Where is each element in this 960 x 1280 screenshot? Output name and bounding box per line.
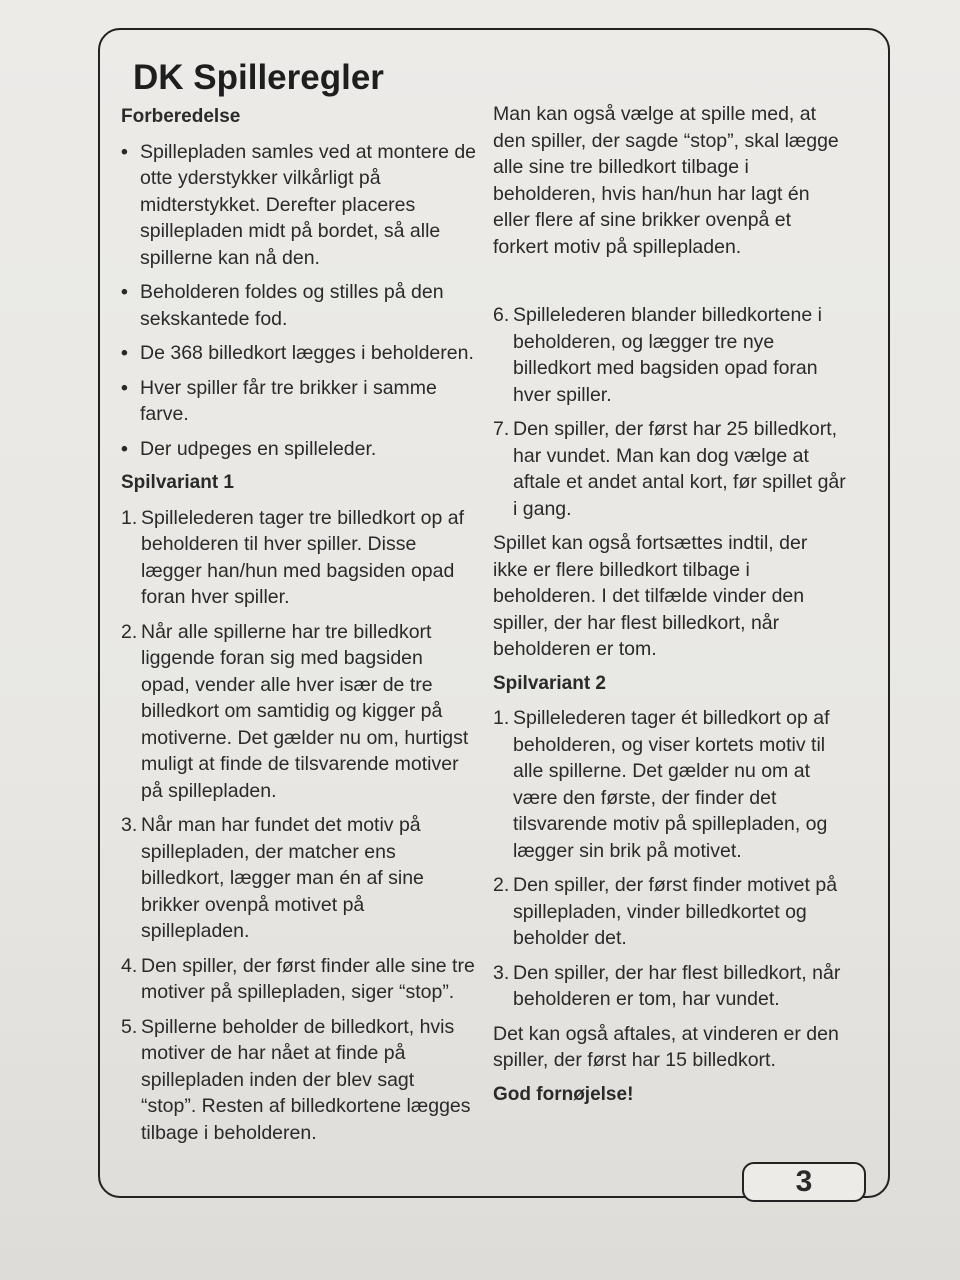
list-item	[121, 375, 501, 428]
text-line: Man kan også vælge at spille med, at	[493, 103, 817, 125]
text-line: spillepladen, vinder billedkortet og	[513, 900, 807, 923]
text-line: tilbage i beholderen.	[141, 1121, 317, 1144]
text-body	[140, 279, 444, 332]
page-number: 3	[742, 1162, 866, 1202]
list-number: 5.	[121, 1015, 138, 1038]
text-line: ikke er flere billedkort tilbage i	[493, 558, 750, 581]
text-line: farve.	[140, 403, 189, 425]
text-line: Den spiller, der først finder alle sine tre	[141, 954, 475, 977]
text-line: spillerne kan nå den.	[140, 246, 320, 269]
list-item	[121, 953, 501, 1006]
list-item	[121, 619, 501, 805]
text-body	[493, 101, 873, 260]
text-body	[513, 416, 846, 522]
text-line: muligt at finde de tilsvarende motiver	[141, 753, 459, 775]
text-line: Når alle spillerne har tre billedkort	[141, 620, 432, 643]
text-body	[141, 619, 468, 805]
text-body	[513, 302, 822, 408]
paragraph	[493, 530, 873, 663]
text-line: alle sine tre billedkort tilbage i	[493, 156, 749, 178]
bullet-marker: •	[121, 140, 128, 163]
text-body	[493, 671, 873, 698]
text-body	[141, 812, 424, 945]
text-line: Spillepladen samles ved at montere de	[140, 140, 477, 163]
section-heading	[121, 470, 501, 497]
page-title: DK Spilleregler	[133, 58, 384, 97]
bullet-marker: •	[121, 437, 128, 460]
text-line: liggende foran sig med bagsiden	[141, 647, 423, 669]
text-line: Den spiller, der har flest billedkort, når	[513, 961, 841, 984]
text-line: billedkort om samtidig og kigger på	[141, 700, 443, 722]
text-body	[140, 375, 437, 428]
text-body	[121, 470, 501, 497]
list-item	[121, 812, 501, 945]
list-item	[493, 960, 873, 1013]
list-number: 3.	[493, 961, 510, 984]
text-line: beholderen er tom.	[493, 638, 657, 660]
list-item	[121, 436, 501, 463]
text-line: spillepladen inden der blev sagt	[141, 1068, 415, 1091]
text-line: beholderen, og viser kortets motiv til	[513, 733, 826, 756]
text-line: motiverne. Det gælder nu om, hurtigst	[141, 726, 469, 749]
text-body	[493, 1082, 873, 1109]
list-item	[121, 505, 501, 611]
text-line: brikker ovenpå motivet på	[141, 893, 365, 916]
text-line: alle spillerne. Det gælder nu om at	[513, 760, 810, 782]
text-line: beholder det.	[513, 927, 627, 949]
text-line: beholderen, hvis han/hun har lagt én	[493, 182, 810, 205]
text-line: spiller, der først har 15 billedkort.	[493, 1049, 776, 1071]
text-line: hver spiller.	[513, 383, 612, 406]
bullet-marker: •	[121, 342, 128, 364]
list-item	[493, 416, 873, 522]
text-line: i gang.	[513, 497, 572, 520]
list-item	[493, 302, 873, 408]
text-line: Beholderen foldes og stilles på den	[140, 281, 444, 303]
text-line: Den spiller, der først har 25 billedkort,	[513, 418, 838, 440]
text-line: Hver spiller får tre brikker i samme	[140, 376, 437, 399]
list-item	[493, 872, 873, 952]
text-line: De 368 billedkort lægges i beholderen.	[140, 342, 474, 364]
text-body	[121, 104, 501, 131]
text-line: aftale et andet antal kort, før spillet går	[513, 471, 846, 493]
list-item	[121, 279, 501, 332]
bullet-marker: •	[121, 376, 128, 399]
list-number: 2.	[121, 620, 138, 643]
text-line: Der udpeges en spilleleder.	[140, 437, 377, 460]
list-item	[121, 1014, 501, 1147]
text-body	[140, 436, 376, 463]
text-body	[513, 872, 837, 952]
text-line: beholderen, og lægger tre nye	[513, 330, 775, 353]
text-line: sekskantede fod.	[140, 307, 288, 330]
list-number: 6.	[493, 304, 510, 326]
text-body	[141, 505, 464, 611]
section-heading	[493, 671, 873, 698]
text-line: Spillelederen tager ét billedkort op af	[513, 707, 830, 729]
text-body	[493, 1021, 873, 1074]
text-body	[140, 139, 476, 272]
text-line: Forberedelse	[121, 106, 241, 127]
list-item	[493, 705, 873, 864]
text-line: beholderen. I det tilfælde vinder den	[493, 585, 805, 607]
right-column	[493, 101, 873, 1116]
text-line: den spiller, der sagde “stop”, skal lægge	[493, 129, 839, 152]
text-line: otte yderstykker vilkårligt på	[140, 167, 381, 189]
text-body	[513, 960, 840, 1013]
text-line: billedkort, lægger man én af sine	[141, 867, 424, 889]
list-number: 2.	[493, 874, 510, 896]
list-number: 4.	[121, 954, 138, 977]
text-line: spillepladen midt på bordet, så alle	[140, 220, 441, 242]
text-line: spillepladen, der matcher ens	[141, 840, 396, 863]
text-body	[141, 953, 475, 1006]
text-line: lægger han/hun med bagsiden opad	[141, 559, 455, 582]
text-line: Det kan også aftales, at vinderen er den	[493, 1022, 839, 1045]
list-item	[121, 340, 501, 367]
list-item	[121, 139, 501, 272]
text-line: motiver de har nået at finde på	[141, 1042, 406, 1064]
text-line: Spilvariant 2	[493, 672, 606, 694]
text-body	[141, 1014, 471, 1147]
text-line: Spillerne beholder de billedkort, hvis	[141, 1015, 455, 1038]
left-column	[121, 104, 501, 1154]
text-body	[140, 340, 474, 367]
text-line: Spillelederen tager tre billedkort op af	[141, 506, 465, 529]
text-line: tilsvarende motiv på spillepladen, og	[513, 813, 828, 835]
text-line: beholderen til hver spiller. Disse	[141, 533, 417, 555]
text-line: opad, vender alle hver især de tre	[141, 673, 433, 696]
section-heading	[493, 1082, 873, 1109]
text-line: billedkort med bagsiden opad foran	[513, 357, 818, 379]
text-line: være den første, der finder det	[513, 786, 777, 809]
text-body	[493, 530, 873, 663]
text-line: eller flere af sine brikker ovenpå et	[493, 209, 792, 231]
text-line: lægger sin brik på motivet.	[513, 839, 742, 862]
text-line: “stop”. Resten af billedkortene lægges	[141, 1095, 471, 1117]
text-line: Spilvariant 1	[121, 472, 234, 493]
text-body	[513, 705, 830, 864]
list-number: 1.	[493, 707, 510, 729]
text-line: Spillelederen blander billedkortene i	[513, 304, 822, 326]
text-line: på spillepladen.	[141, 779, 277, 802]
text-line: Den spiller, der først finder motivet på	[513, 874, 838, 896]
section-heading	[121, 104, 501, 131]
paragraph	[493, 1021, 873, 1074]
paragraph	[493, 101, 873, 260]
list-number: 1.	[121, 506, 138, 529]
text-line: midterstykket. Derefter placeres	[140, 193, 416, 216]
text-line: God fornøjelse!	[493, 1083, 634, 1105]
text-line: spillepladen.	[141, 920, 250, 942]
list-number: 7.	[493, 418, 510, 440]
text-line: foran hver spiller.	[141, 586, 290, 608]
text-line: forkert motiv på spillepladen.	[493, 235, 742, 258]
text-line: Når man har fundet det motiv på	[141, 814, 421, 836]
text-line: motiver på spillepladen, siger “stop”.	[141, 981, 455, 1003]
text-line: har vundet. Man kan dog vælge at	[513, 444, 809, 467]
text-line: spiller, der har flest billedkort, når	[493, 611, 780, 634]
bullet-marker: •	[121, 281, 128, 303]
text-line: Spillet kan også fortsættes indtil, der	[493, 532, 808, 554]
list-number: 3.	[121, 814, 138, 836]
text-line: beholderen er tom, har vundet.	[513, 988, 780, 1010]
